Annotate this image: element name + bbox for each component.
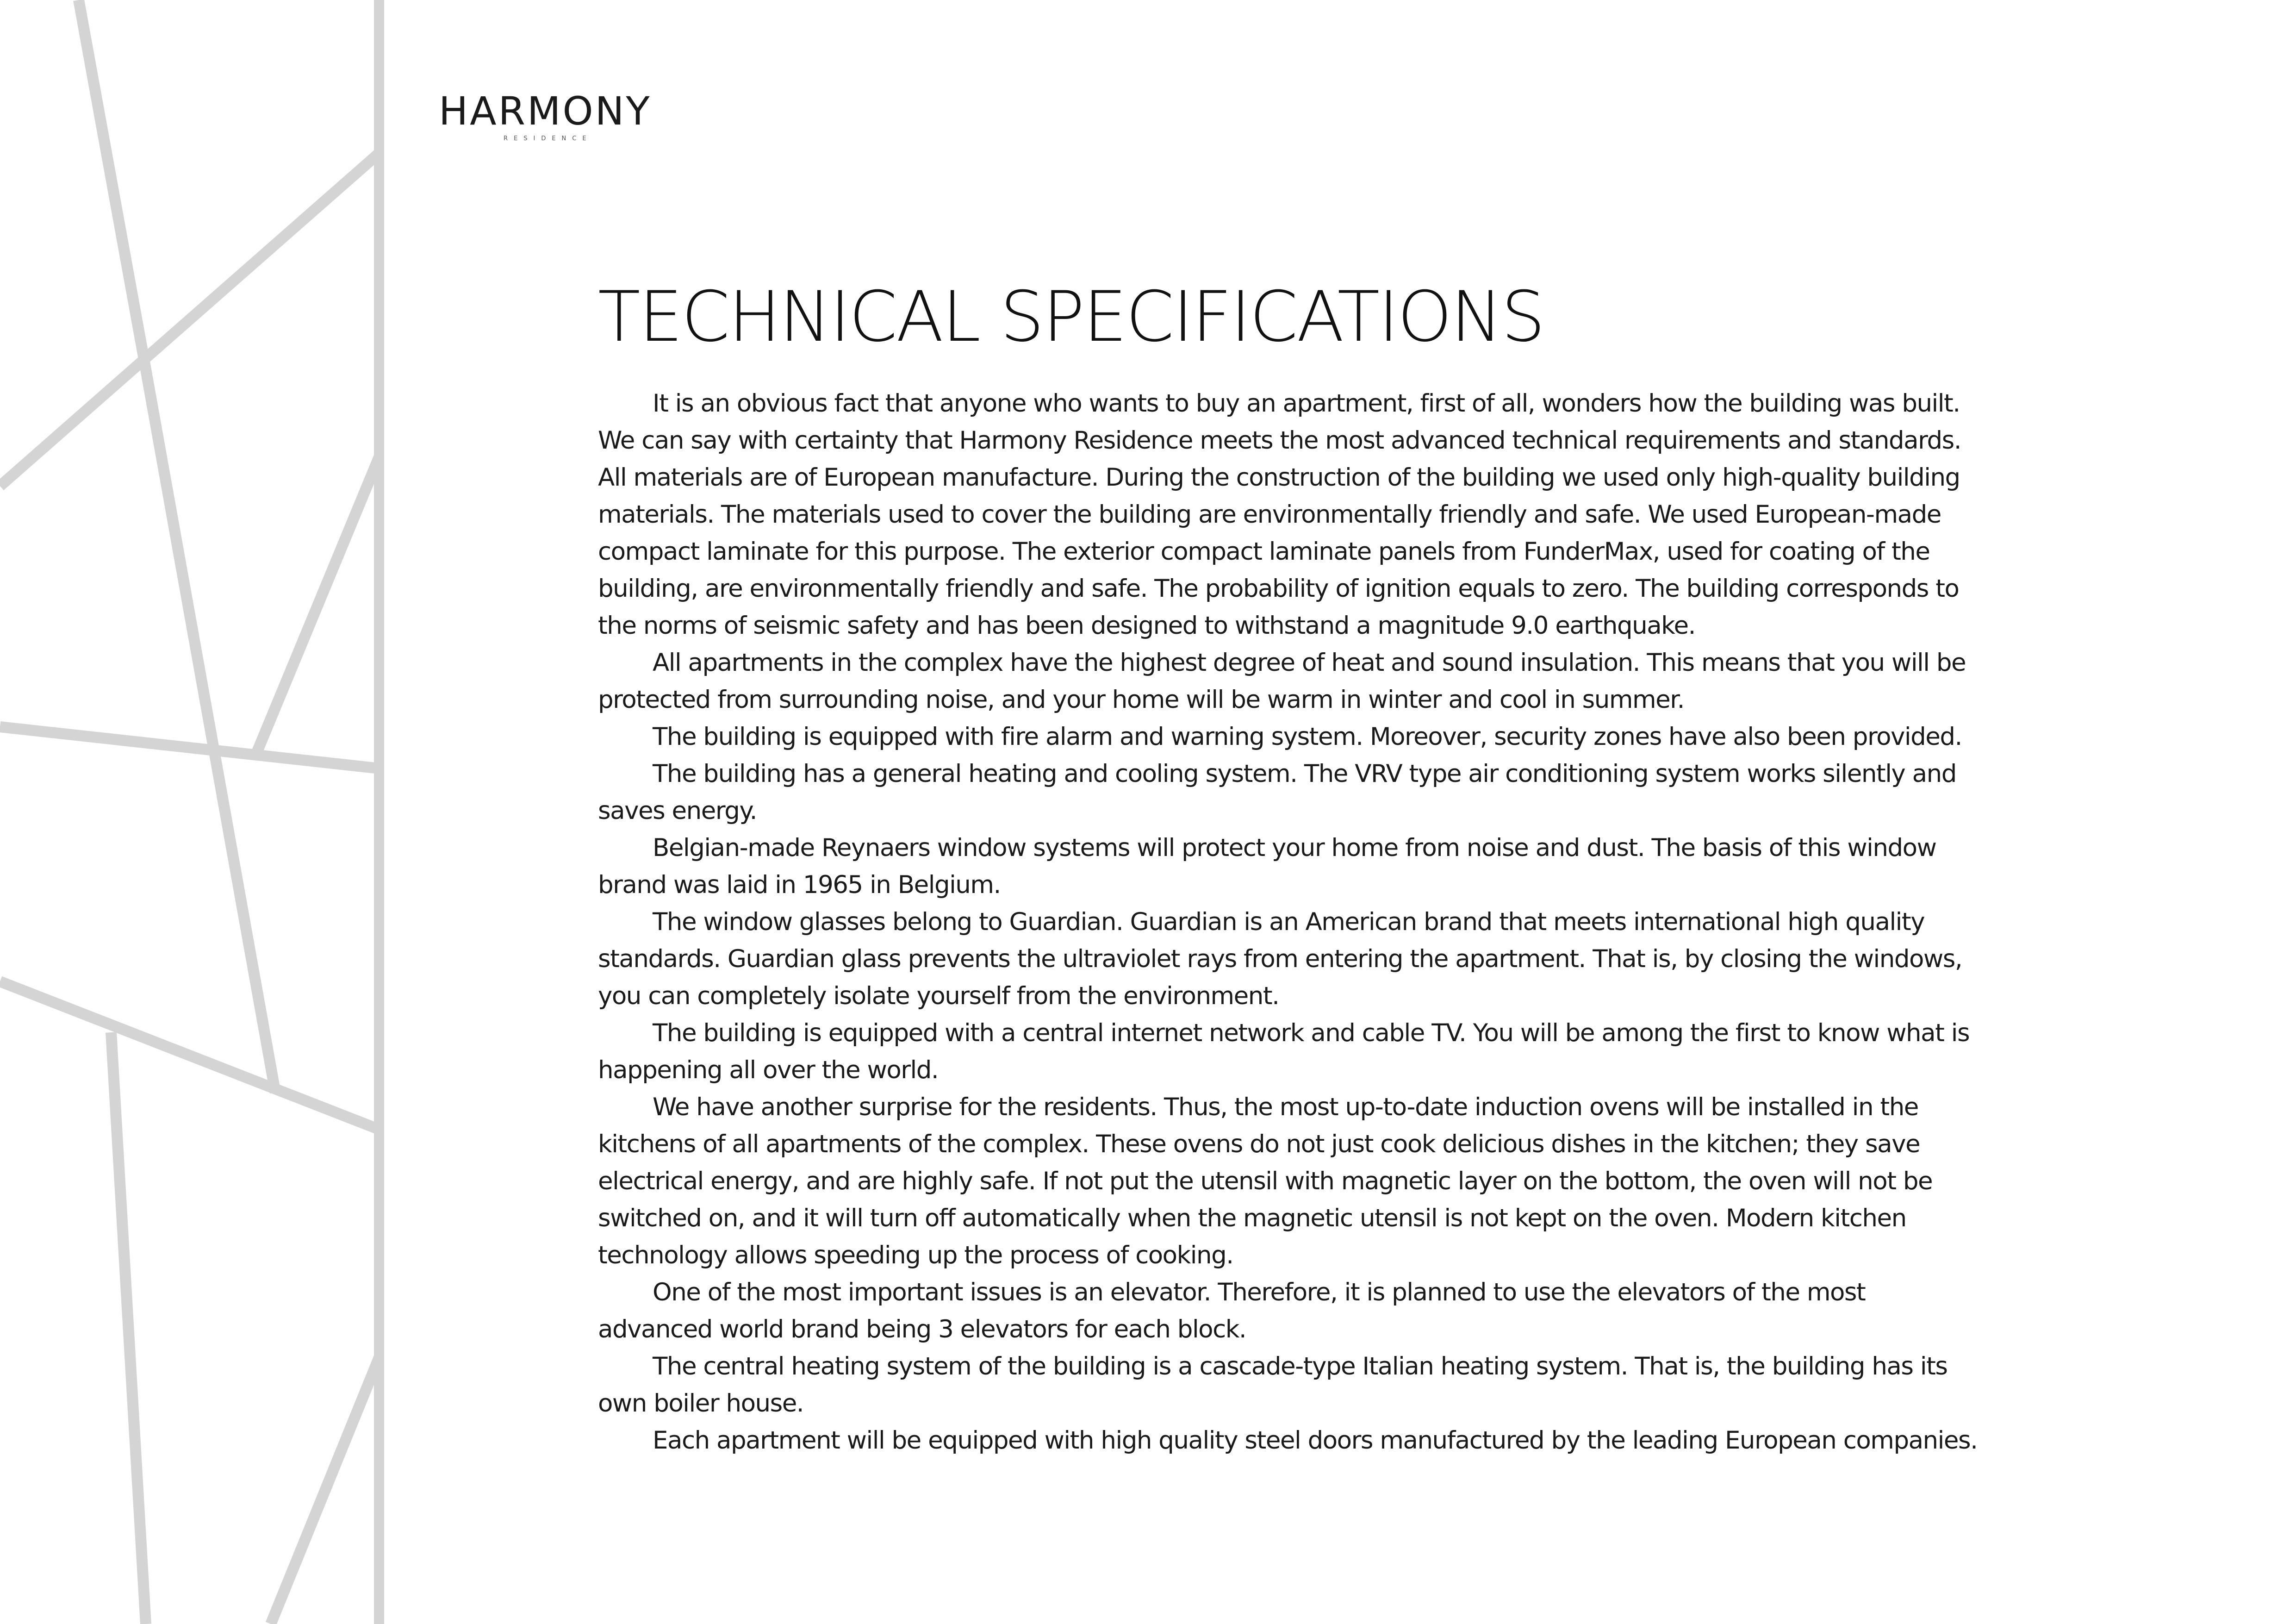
paragraph-central-heating: The central heating system of the building is a cascade-type Italian heating system. That is, the building has its own boiler house. [598,1352,1948,1418]
paragraph-heating-cooling: The building has a general heating and cooling system. The VRV type air conditioning system works silently and saves energy. [598,760,1956,825]
specifications-text [598,385,1986,1459]
paragraph-doors: Each apartment will be equipped with high quality steel doors manufactured by the leading European companies. [653,1426,1978,1455]
paragraph-insulation: All apartments in the complex have the highest degree of heat and sound insulation. This means that you will be protected from surrounding noise, and your home will be warm in winter and cool in summer. [598,649,1966,714]
paragraph-windows: Belgian-made Reynaers window systems will protect your home from noise and dust. The basis of this window brand was laid in 1965 in Belgium. [598,834,1936,899]
logo-wordmark: HARMONY [439,88,652,134]
page-title: TECHNICAL SPECIFICATIONS [598,277,1544,357]
paragraph-internet: The building is equipped with a central internet network and cable TV. You will be among the first to know what is happening all over the world. [598,1019,1970,1084]
paragraph-elevators: One of the most important issues is an elevator. Therefore, it is planned to use the elevators of the most advanced world brand being 3 elevators for each block. [598,1278,1866,1343]
paragraph-glass: The window glasses belong to Guardian. Guardian is an American brand that meets international high quality standards. Guardian glass prevents the ultraviolet rays from entering the apartment. That is, by closing the windows, you can completely isolate yourself from the environment. [598,908,1962,1010]
paragraph-construction: It is an obvious fact that anyone who wants to buy an apartment, first of all, wonders how the building was built. We can say with certainty that Harmony Residence meets the most advanced technical requirements and standards. All materials are of European manufacture. During the construction of the building we used only high-quality building materials. The materials used to cover the building are environmentally friendly and safe. We used European-made compact laminate for this purpose. The exterior compact laminate panels from FunderMax, used for coating of the building, are environmentally friendly and safe. The probability of ignition equals to zero. The building corresponds to the norms of seismic safety and has been designed to withstand a magnitude 9.0 earthquake. [598,389,1961,640]
logo-subtitle: RESIDENCE [504,135,592,142]
paragraph-fire-alarm: The building is equipped with fire alarm and warning system. Moreover, security zones have also been provided. [653,723,1962,751]
decorative-line-pattern [0,0,384,1624]
harmony-logo [439,88,670,148]
paragraph-induction-ovens: We have another surprise for the residents. Thus, the most up-to-date induction ovens will be installed in the kitchens of all apartments of the complex. These ovens do not just cook delicious dishes in the kitchen; they save electrical energy, and are highly safe. If not put the utensil with magnetic layer on the bottom, the oven will not be switched on, and it will turn off automatically when the magnetic utensil is not kept on the oven. Modern kitchen technology allows speeding up the process of cooking. [598,1093,1933,1269]
